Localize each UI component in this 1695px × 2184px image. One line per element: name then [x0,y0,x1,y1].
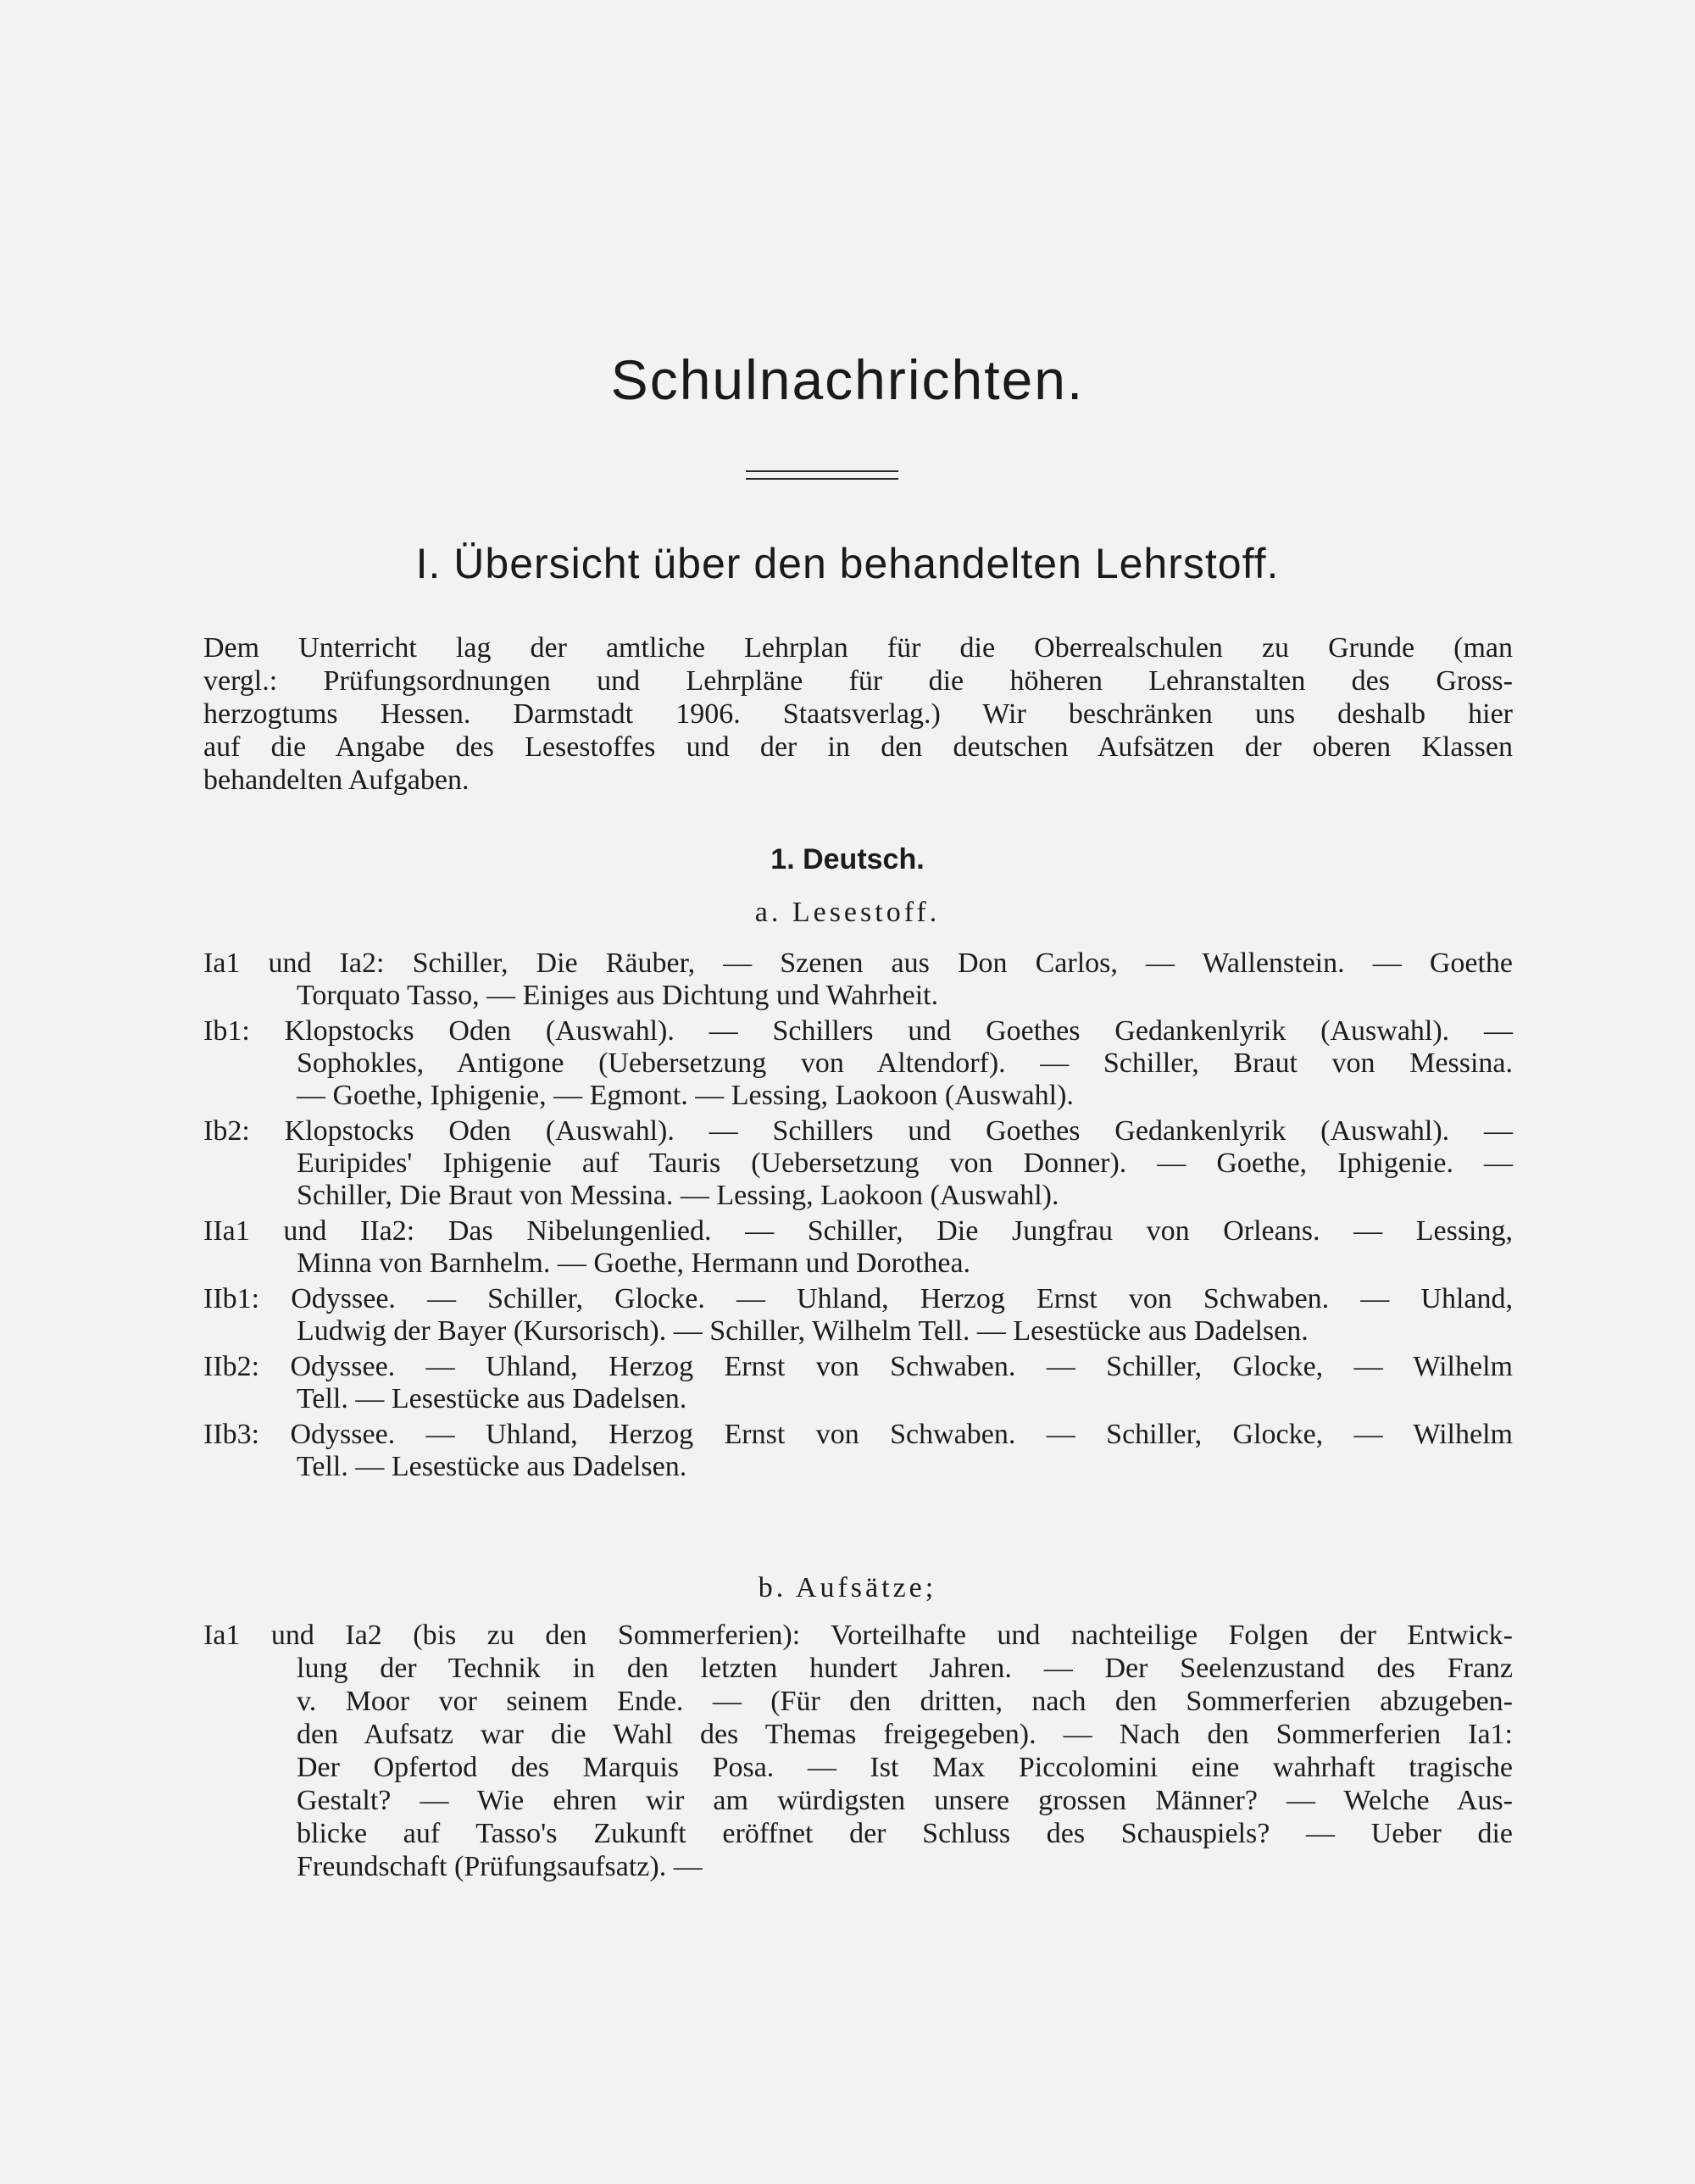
entry-line: IIb1: Odyssee. — Schiller, Glocke. — Uhland, Herzog Ernst von Schwaben. — Uhland, [203,1283,1513,1314]
entry-line: IIb3: Odyssee. — Uhland, Herzog Ernst von Schwaben. — Schiller, Glocke, — Wilhelm [203,1419,1513,1450]
lesestoff-entry [203,1283,1513,1348]
aufsaetze-heading: b. Aufsätze; [758,1572,937,1603]
lesestoff-entry [203,1215,1513,1280]
subject-heading: 1. Deutsch. [770,843,925,875]
essay-line: den Aufsatz war die Wahl des Themas freigegeben). — Nach den Sommerferien Ia1: [297,1719,1513,1750]
essay-line: Gestalt? — Wie ehren wir am würdigsten unsere grossen Männer? — Welche Aus- [297,1785,1513,1816]
entry-line: Schiller, Die Braut von Messina. — Lessing, Laokoon (Auswahl). [297,1180,1059,1211]
essay-line: Freundschaft (Prüfungsaufsatz). — [297,1851,703,1882]
lesestoff-heading: a. Lesestoff. [754,897,941,928]
essay-line: blicke auf Tasso's Zukunft eröffnet der Schluss des Schauspiels? — Ueber die [297,1818,1513,1849]
entry-line: IIb2: Odyssee. — Uhland, Herzog Ernst von Schwaben. — Schiller, Glocke, — Wilhelm [203,1351,1513,1382]
entry-line: Tell. — Lesestücke aus Dadelsen. [297,1383,687,1414]
intro-line: behandelten Aufgaben. [203,764,470,796]
lesestoff-list [203,948,1513,1487]
section-heading: I. Übersicht über den behandelten Lehrstoff. [415,540,1280,587]
essay-line: Der Opfertod des Marquis Posa. — Ist Max Piccolomini eine wahrhaft tragische [297,1752,1513,1783]
page-title: Schulnachrichten. [610,348,1085,411]
entry-line: Ib1: Klopstocks Oden (Auswahl). — Schillers und Goethes Gedankenlyrik (Auswahl). — [203,1015,1513,1047]
intro-line: auf die Angabe des Lesestoffes und der in den deutschen Aufsätzen der oberen Klassen [203,731,1513,763]
intro-line: herzogtums Hessen. Darmstadt 1906. Staatsverlag.) Wir beschränken uns deshalb hier [203,698,1513,730]
entry-line: Ia1 und Ia2: Schiller, Die Räuber, — Szenen aus Don Carlos, — Wallenstein. — Goethe [203,948,1513,979]
essay-line: lung der Technik in den letzten hundert Jahren. — Der Seelenzustand des Franz [297,1653,1513,1684]
essay-line: v. Moor vor seinem Ende. — (Für den dritten, nach den Sommerferien abzugeben- [297,1686,1513,1717]
essay-line: Ia1 und Ia2 (bis zu den Sommerferien): Vorteilhafte und nachteilige Folgen der Entwick- [203,1620,1513,1651]
entry-line: Ib2: Klopstocks Oden (Auswahl). — Schillers und Goethes Gedankenlyrik (Auswahl). — [203,1115,1513,1147]
intro-line: vergl.: Prüfungsordnungen und Lehrpläne für die höheren Lehranstalten des Gross- [203,665,1513,697]
intro-paragraph [203,631,1513,797]
lesestoff-entry [203,1419,1513,1483]
entry-line: Minna von Barnhelm. — Goethe, Hermann und Dorothea. [297,1248,971,1279]
entry-line: IIa1 und IIa2: Das Nibelungenlied. — Schiller, Die Jungfrau von Orleans. — Lessing, [203,1215,1513,1247]
lesestoff-entry [203,1015,1513,1112]
entry-line: Tell. — Lesestücke aus Dadelsen. [297,1451,687,1482]
entry-line: — Goethe, Iphigenie, — Egmont. — Lessing, Laokoon (Auswahl). [297,1080,1074,1111]
entry-line: Torquato Tasso, — Einiges aus Dichtung und Wahrheit. [297,980,939,1011]
entry-line: Sophokles, Antigone (Uebersetzung von Altendorf). — Schiller, Braut von Messina. [297,1048,1513,1079]
lesestoff-entry [203,948,1513,1012]
entry-line: Ludwig der Bayer (Kursorisch). — Schiller, Wilhelm Tell. — Lesestücke aus Dadelsen. [297,1315,1309,1347]
aufsaetze-paragraph [203,1619,1513,1883]
intro-line: Dem Unterricht lag der amtliche Lehrplan für die Oberrealschulen zu Grunde (man [203,632,1513,664]
title-double-rule [746,470,898,480]
lesestoff-entry [203,1351,1513,1415]
lesestoff-entry [203,1115,1513,1212]
entry-line: Euripides' Iphigenie auf Tauris (Uebersetzung von Donner). — Goethe, Iphigenie. — [297,1148,1513,1179]
